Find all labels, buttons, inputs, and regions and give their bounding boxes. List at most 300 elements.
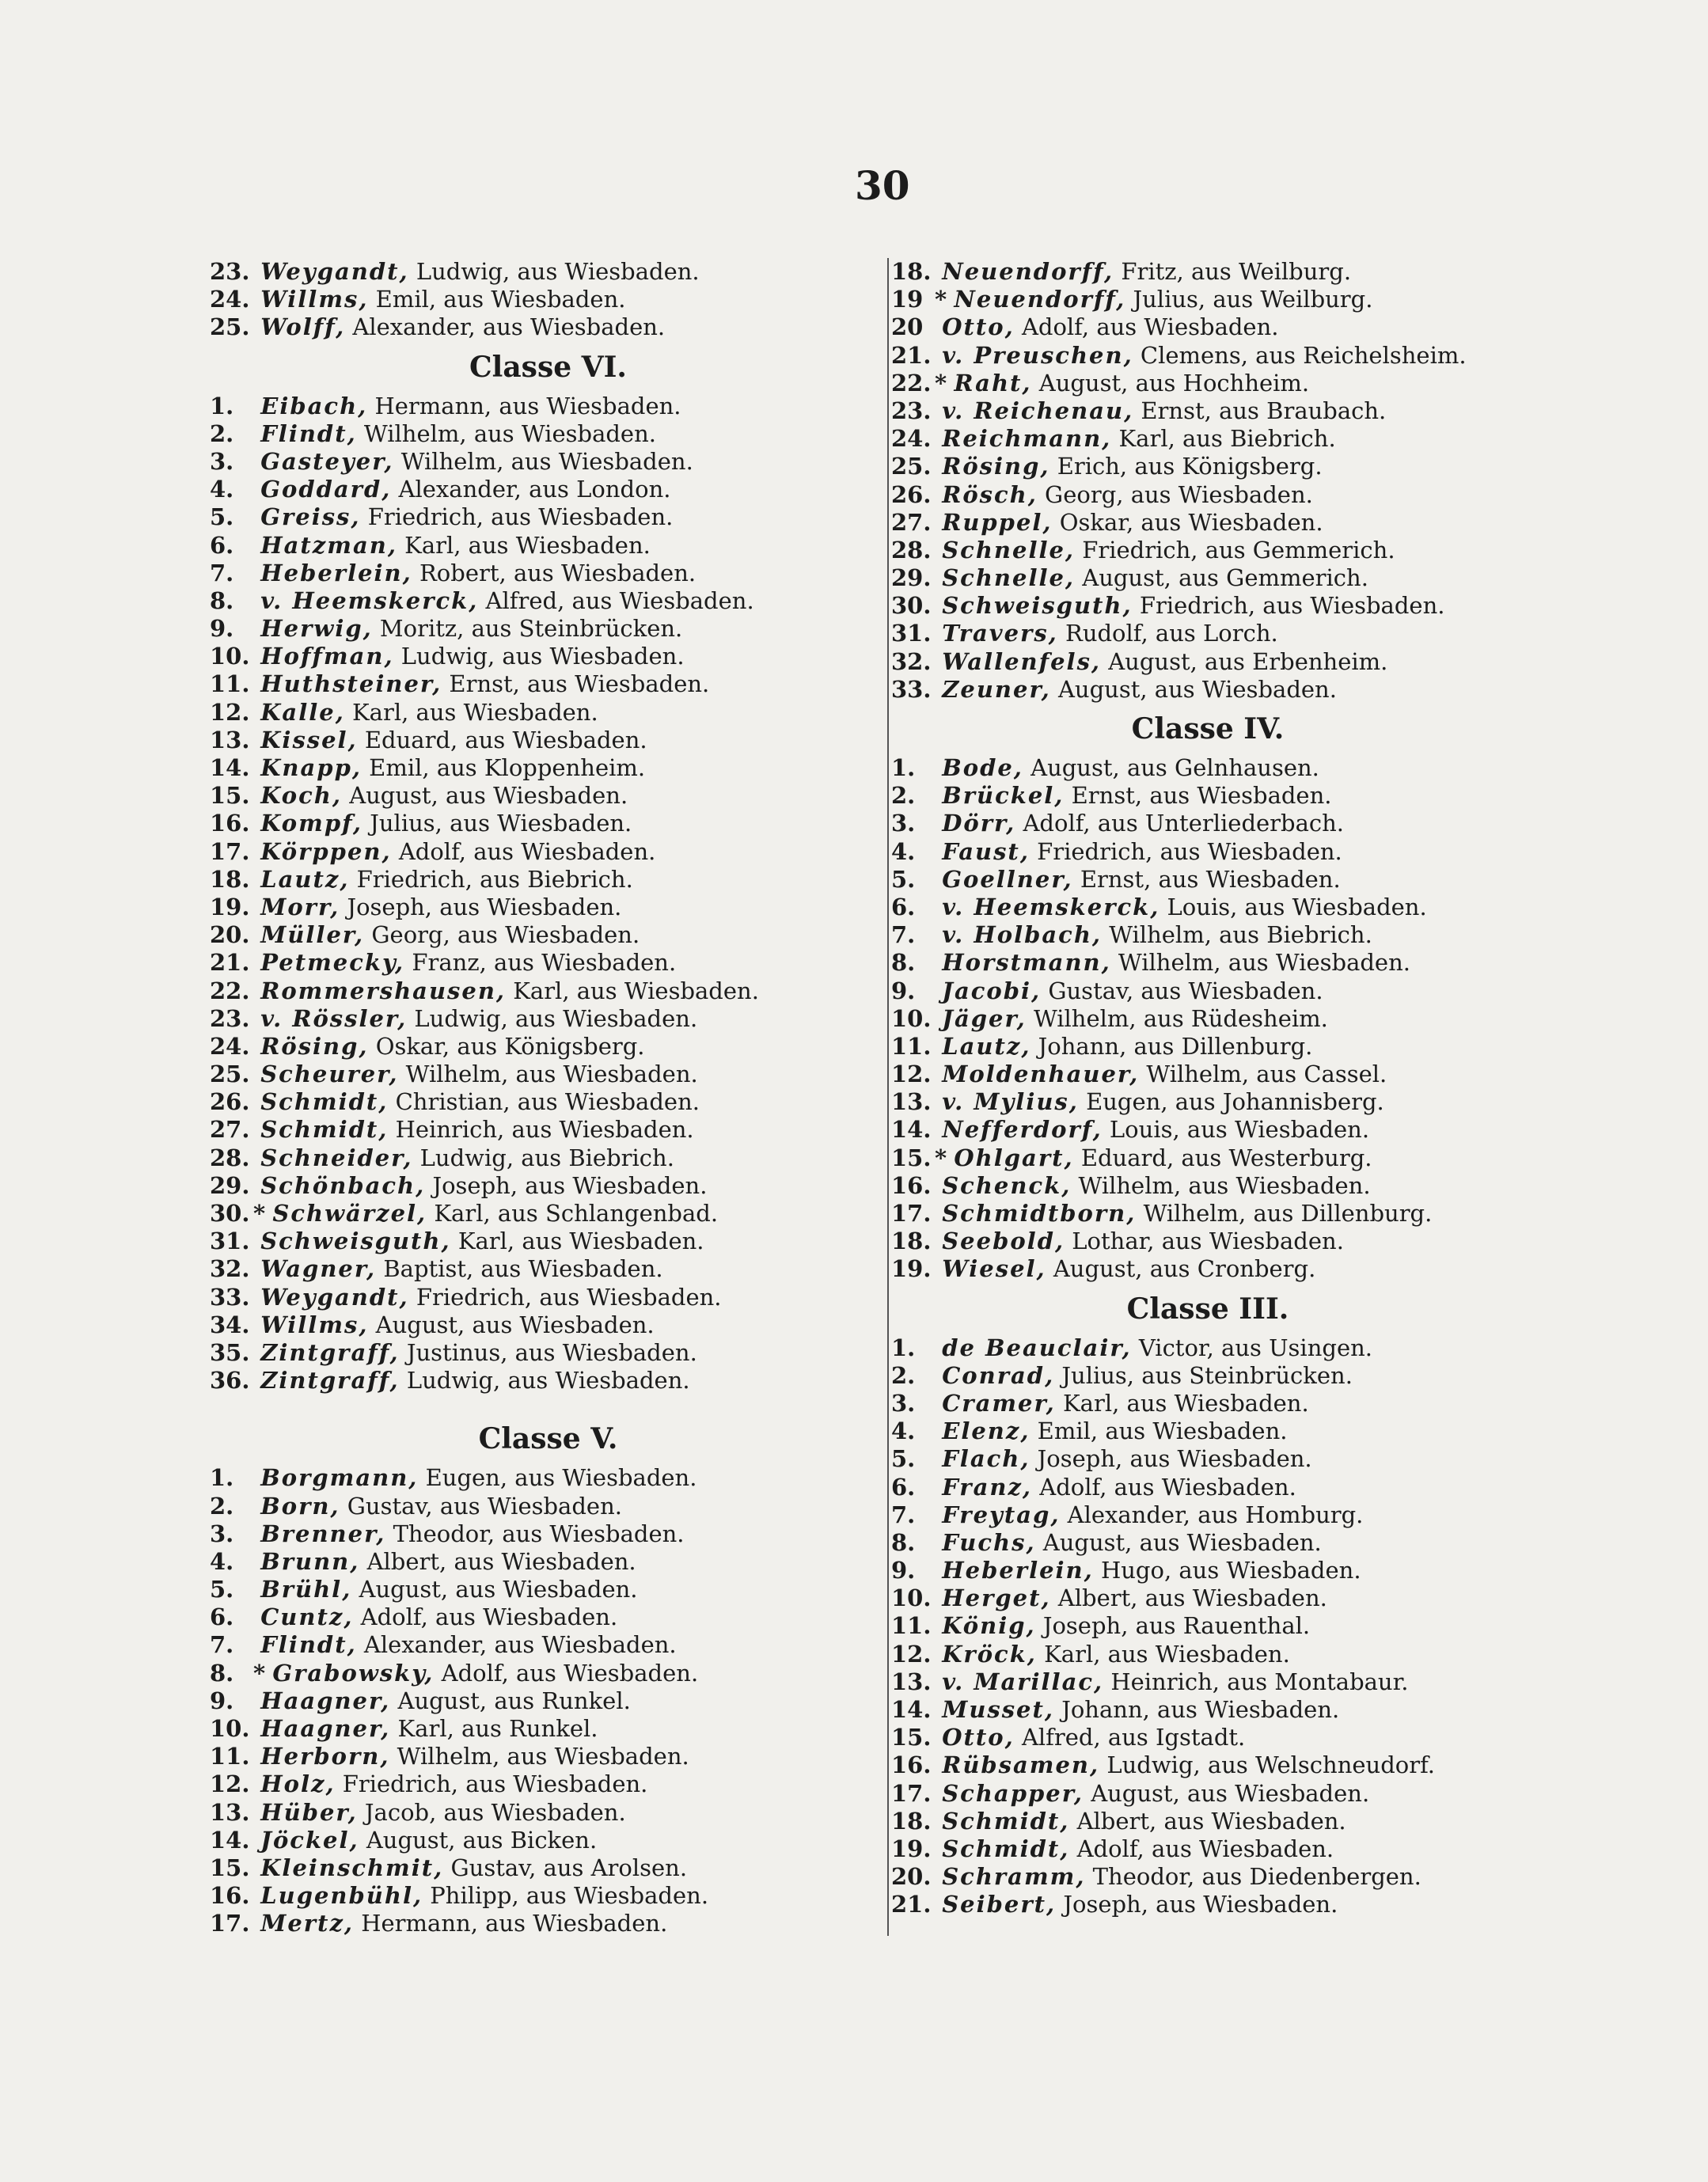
- entry-details: Friedrich, aus Wiesbaden.: [342, 1770, 648, 1798]
- entry-details: August, aus Wiesbaden.: [1091, 1779, 1370, 1807]
- entry-number: 2.: [891, 1361, 916, 1389]
- page-number: 30: [855, 162, 910, 209]
- entry-details: Alexander, aus London.: [398, 476, 671, 503]
- entry-surname: Heberlein,: [260, 559, 412, 586]
- list-item: [891, 1088, 1524, 1116]
- entry-number: 10.: [210, 643, 250, 670]
- entry-number: 33.: [891, 675, 932, 703]
- entry-surname: Kröck,: [942, 1640, 1037, 1668]
- section-classe-vi: [210, 393, 886, 1395]
- list-item: [210, 1284, 886, 1311]
- entry-number: 1.: [210, 1464, 234, 1492]
- entry-details: Theodor, aus Diedenbergen.: [1092, 1863, 1421, 1891]
- section-classe-v: [210, 1464, 886, 1937]
- section-classe-iii: [891, 1334, 1524, 1919]
- entry-surname: Morr,: [260, 893, 340, 920]
- entry-marker: *: [253, 1200, 266, 1227]
- entry-number: 12.: [891, 1061, 932, 1088]
- entry-surname: Herborn,: [260, 1743, 390, 1770]
- entry-details: Justinus, aus Wiesbaden.: [406, 1338, 697, 1366]
- list-item: [891, 1612, 1524, 1640]
- list-item: [891, 1228, 1524, 1255]
- entry-details: Friedrich, aus Wiesbaden.: [367, 503, 674, 531]
- entry-details: Erich, aus Königsberg.: [1057, 453, 1323, 480]
- entry-surname: Jöckel,: [260, 1826, 359, 1854]
- list-item: [891, 481, 1524, 509]
- entry-details: Eduard, aus Wiesbaden.: [364, 726, 647, 753]
- entry-number: 11.: [210, 670, 250, 698]
- list-item: [891, 1116, 1524, 1144]
- entry-surname: Zeuner,: [942, 675, 1051, 703]
- list-item: [210, 894, 886, 921]
- entry-number: 8.: [210, 586, 234, 614]
- list-item: [891, 1501, 1524, 1529]
- entry-details: Karl, aus Wiesbaden.: [352, 698, 598, 726]
- entry-number: 24.: [210, 286, 250, 313]
- entry-number: 34.: [210, 1311, 250, 1338]
- entry-details: Ludwig, aus Wiesbaden.: [400, 643, 685, 670]
- entry-number: 23.: [210, 258, 250, 285]
- entry-surname: Raht,: [954, 369, 1032, 397]
- list-item: [891, 782, 1524, 810]
- entry-number: 24.: [891, 425, 932, 453]
- entry-surname: Neuendorff,: [942, 258, 1114, 285]
- entry-surname: Hoffman,: [260, 643, 394, 670]
- entry-details: Albert, aus Wiesbaden.: [1076, 1807, 1346, 1835]
- entry-number: 27.: [210, 1116, 250, 1144]
- entry-surname: Lautz,: [942, 1032, 1031, 1060]
- list-item: [210, 1005, 886, 1033]
- entry-surname: Herwig,: [260, 615, 373, 643]
- entry-details: Alfred, aus Igstadt.: [1021, 1724, 1246, 1751]
- list-item: [891, 1362, 1524, 1390]
- entry-number: 6.: [891, 893, 916, 920]
- entry-details: Wilhelm, aus Biebrich.: [1109, 921, 1372, 949]
- entry-number: 18.: [891, 1807, 932, 1835]
- entry-number: 7.: [210, 559, 234, 586]
- entry-number: 32.: [891, 647, 932, 675]
- entry-surname: Zintgraff,: [260, 1367, 400, 1395]
- entry-number: 4.: [210, 1547, 234, 1575]
- list-item: [891, 1780, 1524, 1808]
- entry-surname: Haagner,: [260, 1715, 391, 1742]
- entry-surname: Neuendorff,: [954, 286, 1126, 313]
- entry-number: 14.: [210, 1826, 250, 1854]
- entry-surname: Flindt,: [260, 1631, 357, 1659]
- entry-details: Eugen, aus Wiesbaden.: [425, 1464, 697, 1492]
- entry-surname: Kompf,: [260, 810, 363, 837]
- entry-number: 15.: [210, 782, 250, 810]
- list-item: [210, 476, 886, 503]
- entry-number: 16.: [891, 1171, 932, 1199]
- list-item: [210, 1464, 886, 1492]
- entry-details: Baptist, aus Wiesbaden.: [383, 1255, 663, 1283]
- entry-marker: *: [253, 1659, 266, 1687]
- entry-surname: Schweisguth,: [942, 592, 1133, 620]
- entry-details: Julius, aus Weilburg.: [1133, 286, 1373, 313]
- list-item: [210, 1255, 886, 1283]
- entry-surname: Rösing,: [942, 453, 1050, 480]
- list-item: [210, 1311, 886, 1339]
- entry-number: 13.: [210, 726, 250, 753]
- entry-details: Theodor, aus Wiesbaden.: [393, 1520, 685, 1547]
- entry-number: 22.: [210, 977, 250, 1004]
- list-item: [210, 866, 886, 894]
- entry-details: Emil, aus Wiesbaden.: [375, 286, 626, 313]
- entry-surname: Wagner,: [260, 1255, 377, 1283]
- list-item: [891, 1668, 1524, 1696]
- entry-details: Moritz, aus Steinbrücken.: [379, 615, 683, 643]
- entry-surname: v. Heemskerck,: [260, 586, 479, 614]
- list-item: [210, 727, 886, 754]
- entry-number: 18.: [891, 258, 932, 285]
- entry-marker: *: [935, 1144, 947, 1171]
- entry-number: 36.: [210, 1367, 250, 1395]
- entry-number: 19.: [210, 893, 250, 920]
- entry-number: 32.: [210, 1255, 250, 1283]
- list-item: [891, 1557, 1524, 1584]
- list-item: [210, 1603, 886, 1631]
- entry-surname: Nefferdorf,: [942, 1116, 1103, 1144]
- entry-number: 10.: [891, 1584, 932, 1612]
- entry-surname: Seibert,: [942, 1891, 1057, 1918]
- entry-number: 2.: [891, 782, 916, 810]
- entry-details: Franz, aus Wiesbaden.: [412, 949, 677, 977]
- list-item: [891, 1033, 1524, 1061]
- list-item: [210, 615, 886, 643]
- entry-surname: Schapper,: [942, 1779, 1084, 1807]
- list-item: [891, 1417, 1524, 1445]
- entry-surname: Grabowsky,: [272, 1659, 435, 1687]
- entry-details: Adolf, aus Wiesbaden.: [360, 1603, 618, 1631]
- list-item: [891, 1724, 1524, 1751]
- entry-surname: Petmecky,: [260, 949, 405, 977]
- section-continuation-right: [891, 258, 1524, 704]
- entry-details: Joseph, aus Wiesbaden.: [1063, 1891, 1338, 1918]
- entry-surname: Dörr,: [942, 810, 1016, 837]
- entry-details: Hugo, aus Wiesbaden.: [1100, 1557, 1361, 1584]
- entry-surname: Wallenfels,: [942, 647, 1101, 675]
- entry-number: 11.: [210, 1743, 250, 1770]
- entry-details: Gustav, aus Arolsen.: [450, 1854, 688, 1881]
- list-item: [210, 532, 886, 560]
- entry-surname: Schnelle,: [942, 536, 1076, 564]
- list-item: [891, 676, 1524, 704]
- list-item: [210, 1660, 886, 1687]
- list-item: [210, 1228, 886, 1255]
- entry-details: Alexander, aus Homburg.: [1067, 1501, 1364, 1528]
- entry-surname: Haagner,: [260, 1687, 391, 1714]
- list-item: [891, 1334, 1524, 1362]
- entry-surname: v. Mylius,: [942, 1088, 1079, 1116]
- list-item: [210, 420, 886, 448]
- entry-surname: Müller,: [260, 921, 365, 949]
- entry-details: Albert, aus Wiesbaden.: [366, 1547, 636, 1575]
- entry-details: Georg, aus Wiesbaden.: [371, 921, 640, 949]
- entry-number: 9.: [891, 977, 916, 1004]
- entry-surname: Willms,: [260, 1311, 369, 1338]
- entry-details: August, aus Hochheim.: [1038, 369, 1310, 397]
- entry-number: 24.: [210, 1032, 250, 1060]
- list-item: [210, 1770, 886, 1798]
- entry-surname: König,: [942, 1612, 1036, 1640]
- list-item: [210, 1520, 886, 1548]
- entry-surname: de Beauclair,: [942, 1334, 1132, 1361]
- entry-details: August, aus Cronberg.: [1053, 1255, 1316, 1283]
- list-item: [210, 1715, 886, 1743]
- entry-details: Emil, aus Kloppenheim.: [369, 754, 646, 781]
- list-item: [210, 1548, 886, 1576]
- entry-surname: Schmidtborn,: [942, 1200, 1137, 1227]
- entry-details: Adolf, aus Wiesbaden.: [1021, 313, 1279, 341]
- list-item: [891, 810, 1524, 837]
- entry-surname: Hüber,: [260, 1798, 358, 1826]
- list-item: [891, 397, 1524, 425]
- entry-surname: Ohlgart,: [954, 1144, 1074, 1171]
- entry-surname: Kleinschmit,: [260, 1854, 444, 1881]
- list-item: [891, 286, 1524, 313]
- list-item: [891, 342, 1524, 370]
- entry-details: August, aus Wiesbaden.: [1057, 675, 1337, 703]
- list-item: [210, 1061, 886, 1088]
- list-item: [210, 1172, 886, 1200]
- entry-marker: *: [935, 369, 947, 397]
- entry-details: Eugen, aus Johannisberg.: [1086, 1088, 1384, 1116]
- entry-number: 29.: [210, 1171, 250, 1199]
- list-item: [210, 1116, 886, 1144]
- list-item: [210, 670, 886, 698]
- list-item: [891, 1696, 1524, 1724]
- entry-surname: Kissel,: [260, 726, 358, 753]
- entry-number: 7.: [891, 1501, 916, 1528]
- entry-surname: Zintgraff,: [260, 1338, 400, 1366]
- list-item: [210, 587, 886, 615]
- list-item: [891, 754, 1524, 782]
- entry-surname: Musset,: [942, 1696, 1054, 1723]
- entry-surname: Jacobi,: [942, 977, 1042, 1004]
- entry-number: 3.: [210, 447, 234, 475]
- entry-surname: Conrad,: [942, 1361, 1055, 1389]
- entry-number: 25.: [891, 453, 932, 480]
- entry-number: 21.: [210, 949, 250, 977]
- list-item: [891, 1390, 1524, 1417]
- list-item: [210, 560, 886, 587]
- entry-surname: Kalle,: [260, 698, 345, 726]
- entry-marker: *: [935, 286, 947, 313]
- entry-details: Wilhelm, aus Wiesbaden.: [363, 419, 656, 447]
- entry-number: 9.: [891, 1557, 916, 1584]
- entry-surname: Rübsamen,: [942, 1751, 1100, 1779]
- entry-surname: Huthsteiner,: [260, 670, 442, 698]
- entry-details: Friedrich, aus Wiesbaden.: [416, 1283, 722, 1311]
- entry-number: 20.: [210, 921, 250, 949]
- entry-details: August, aus Wiesbaden.: [359, 1576, 638, 1603]
- entry-number: 27.: [891, 508, 932, 536]
- entry-number: 12.: [210, 698, 250, 726]
- entry-number: 30.: [891, 592, 932, 620]
- entry-details: Friedrich, aus Wiesbaden.: [1139, 592, 1445, 620]
- entry-details: Wilhelm, aus Cassel.: [1146, 1061, 1387, 1088]
- entry-surname: Horstmann,: [942, 949, 1111, 977]
- entry-number: 14.: [891, 1116, 932, 1144]
- entry-details: Johann, aus Wiesbaden.: [1061, 1696, 1340, 1723]
- entry-details: Alexander, aus Wiesbaden.: [363, 1631, 677, 1659]
- entry-details: Karl, aus Schlangenbad.: [434, 1200, 719, 1227]
- entry-surname: Schweisguth,: [260, 1228, 451, 1255]
- entry-number: 8.: [891, 949, 916, 977]
- entry-details: Fritz, aus Weilburg.: [1121, 258, 1352, 285]
- entry-number: 29.: [891, 564, 932, 592]
- entry-surname: Schönbach,: [260, 1171, 426, 1199]
- list-item: [891, 370, 1524, 397]
- list-item: [891, 1474, 1524, 1501]
- entry-surname: Brühl,: [260, 1576, 352, 1603]
- entry-surname: Borgmann,: [260, 1464, 419, 1492]
- entry-number: 8.: [891, 1528, 916, 1556]
- entry-number: 15.: [210, 1854, 250, 1881]
- entry-number: 26.: [891, 480, 932, 508]
- entry-details: Ernst, aus Wiesbaden.: [449, 670, 710, 698]
- entry-number: 22.: [891, 369, 932, 397]
- entry-details: Ludwig, aus Wiesbaden.: [416, 258, 700, 285]
- spacer: [210, 1395, 886, 1414]
- list-item: [891, 313, 1524, 341]
- entry-surname: Cramer,: [942, 1389, 1056, 1417]
- entry-surname: Born,: [260, 1492, 340, 1520]
- list-item: [210, 1367, 886, 1395]
- entry-details: Karl, aus Wiesbaden.: [1044, 1640, 1290, 1668]
- entry-details: Oskar, aus Wiesbaden.: [1059, 508, 1323, 536]
- entry-surname: Schwärzel,: [272, 1200, 427, 1227]
- entry-details: Karl, aus Wiesbaden.: [404, 531, 651, 559]
- entry-number: 1.: [891, 754, 916, 781]
- entry-details: Hermann, aus Wiesbaden.: [361, 1910, 668, 1937]
- entry-number: 17.: [891, 1779, 932, 1807]
- entry-number: 25.: [210, 313, 250, 341]
- entry-surname: Schmidt,: [260, 1088, 389, 1116]
- entry-details: Wilhelm, aus Rüdesheim.: [1033, 1004, 1328, 1032]
- list-item: [210, 1854, 886, 1882]
- entry-surname: Schmidt,: [942, 1835, 1070, 1862]
- list-item: [210, 1144, 886, 1172]
- list-item: [891, 1529, 1524, 1557]
- entry-surname: Franz,: [942, 1473, 1033, 1501]
- entry-surname: Lugenbühl,: [260, 1882, 423, 1910]
- entry-surname: Flach,: [942, 1445, 1030, 1473]
- entry-surname: v. Preuschen,: [942, 341, 1133, 369]
- entry-details: Wilhelm, aus Wiesbaden.: [1118, 949, 1410, 977]
- entry-surname: Elenz,: [942, 1417, 1030, 1445]
- list-item: [891, 537, 1524, 564]
- entry-surname: Seebold,: [942, 1228, 1065, 1255]
- entry-number: 12.: [210, 1770, 250, 1798]
- entry-number: 21.: [891, 341, 932, 369]
- entry-number: 1.: [210, 392, 234, 419]
- list-item: [891, 1061, 1524, 1088]
- list-item: [210, 313, 886, 341]
- entry-number: 13.: [210, 1798, 250, 1826]
- entry-surname: Otto,: [942, 313, 1015, 341]
- entry-details: Wilhelm, aus Wiesbaden.: [1078, 1171, 1371, 1199]
- entry-number: 17.: [210, 1910, 250, 1937]
- entry-surname: Brenner,: [260, 1520, 386, 1547]
- entry-surname: v. Rössler,: [260, 1004, 408, 1032]
- entry-number: 5.: [210, 503, 234, 531]
- list-item: [210, 1200, 886, 1228]
- entry-details: Victor, aus Usingen.: [1138, 1334, 1372, 1361]
- entry-details: Ludwig, aus Welschneudorf.: [1106, 1751, 1436, 1779]
- list-item: [891, 620, 1524, 647]
- entry-number: 23.: [891, 397, 932, 424]
- list-item: [891, 258, 1524, 286]
- entry-number: 15.: [891, 1144, 932, 1171]
- entry-surname: Wiesel,: [942, 1255, 1046, 1283]
- entry-details: August, aus Gelnhausen.: [1030, 754, 1319, 781]
- entry-surname: Knapp,: [260, 754, 362, 781]
- entry-number: 7.: [891, 921, 916, 949]
- entry-number: 12.: [891, 1640, 932, 1668]
- entry-details: August, aus Gemmerich.: [1082, 564, 1368, 592]
- list-item: [210, 699, 886, 727]
- entry-surname: Eibach,: [260, 392, 368, 419]
- entry-surname: Brunn,: [260, 1547, 360, 1575]
- entry-details: Joseph, aus Wiesbaden.: [1037, 1445, 1312, 1473]
- entry-number: 3.: [210, 1520, 234, 1547]
- list-item: [210, 838, 886, 866]
- entry-number: 4.: [210, 476, 234, 503]
- list-item: [891, 894, 1524, 921]
- entry-details: Karl, aus Runkel.: [397, 1715, 598, 1742]
- entry-details: Ernst, aus Wiesbaden.: [1071, 782, 1332, 810]
- entry-surname: Schenck,: [942, 1171, 1072, 1199]
- entry-details: Rudolf, aus Lorch.: [1065, 620, 1278, 647]
- entry-number: 6.: [891, 1473, 916, 1501]
- entry-details: Julius, aus Wiesbaden.: [370, 810, 632, 837]
- entry-number: 7.: [210, 1631, 234, 1659]
- entry-surname: Rösing,: [260, 1032, 369, 1060]
- entry-surname: Bode,: [942, 754, 1023, 781]
- entry-number: 3.: [891, 1389, 916, 1417]
- entry-number: 5.: [210, 1576, 234, 1603]
- entry-details: Jacob, aus Wiesbaden.: [364, 1798, 626, 1826]
- entry-surname: Travers,: [942, 620, 1058, 647]
- entry-surname: Schmidt,: [942, 1807, 1070, 1835]
- entry-details: Robert, aus Wiesbaden.: [419, 559, 696, 586]
- entry-details: Oskar, aus Königsberg.: [375, 1032, 645, 1060]
- entry-details: Heinrich, aus Wiesbaden.: [395, 1116, 694, 1144]
- list-item: [210, 1576, 886, 1603]
- entry-number: 9.: [210, 615, 234, 643]
- entry-details: Joseph, aus Wiesbaden.: [432, 1171, 708, 1199]
- list-item: [891, 1641, 1524, 1668]
- entry-surname: Weygandt,: [260, 258, 409, 285]
- list-item: [210, 810, 886, 837]
- list-item: [891, 425, 1524, 453]
- entry-surname: Hatzman,: [260, 531, 397, 559]
- entry-surname: Goellner,: [942, 865, 1073, 893]
- entry-number: 20: [891, 313, 924, 341]
- entry-details: Joseph, aus Rauenthal.: [1042, 1612, 1311, 1640]
- entry-number: 33.: [210, 1283, 250, 1311]
- entry-details: Wilhelm, aus Dillenburg.: [1143, 1200, 1433, 1227]
- entry-surname: Brückel,: [942, 782, 1065, 810]
- entry-surname: Schneider,: [260, 1144, 413, 1171]
- list-item: [210, 782, 886, 810]
- entry-number: 16.: [210, 810, 250, 837]
- list-item: [891, 453, 1524, 480]
- entry-surname: Flindt,: [260, 419, 357, 447]
- entry-number: 10.: [210, 1715, 250, 1742]
